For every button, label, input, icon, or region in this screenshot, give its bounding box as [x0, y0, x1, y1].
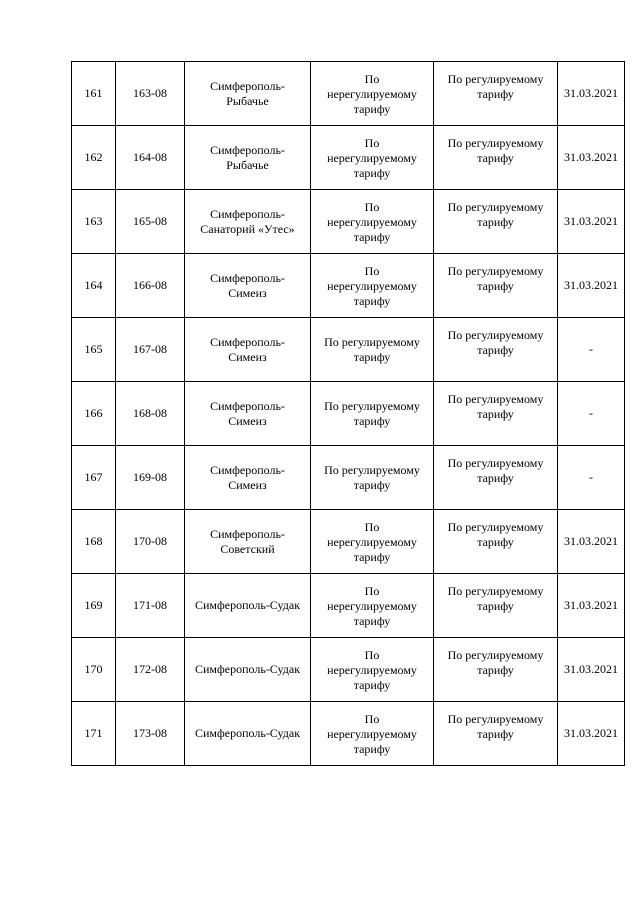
new-tariff-cell-line: тарифу: [477, 87, 514, 101]
table-row: [72, 126, 625, 190]
tariff-type-cell-line: По: [364, 520, 380, 534]
new-tariff-cell-line: тарифу: [477, 279, 514, 293]
route-name-cell-line: Симферополь-Судак: [194, 726, 301, 740]
tariff-type-cell: [311, 702, 434, 766]
new-tariff-cell-line: тарифу: [477, 471, 514, 485]
route-name-cell-line: Санаторий «Утес»: [200, 221, 295, 236]
row-number-cell: 169: [72, 574, 116, 638]
route-name-cell-line: Симферополь-: [210, 398, 285, 413]
tariff-type-cell-line: тарифу: [353, 294, 391, 308]
route-code-cell: 170-08: [116, 510, 185, 574]
tariff-type-cell-line: тарифу: [353, 349, 391, 364]
route-name-cell-line: Симферополь-Судак: [194, 662, 301, 676]
new-tariff-cell-line: По регулируемому: [447, 648, 544, 662]
new-tariff-cell: [434, 510, 558, 574]
date-cell: 31.03.2021: [558, 126, 625, 190]
tariff-type-cell-line: По: [364, 584, 380, 598]
route-name-cell-line: Симеиз: [228, 477, 267, 492]
route-code-cell: 168-08: [116, 382, 185, 446]
table-row: [72, 574, 625, 638]
new-tariff-cell-line: тарифу: [477, 727, 514, 741]
tariff-type-cell-line: нерегулируемому: [327, 727, 417, 741]
route-name-cell: [185, 254, 311, 318]
date-cell: -: [558, 446, 625, 510]
route-code-cell: 164-08: [116, 126, 185, 190]
tariff-type-cell: [311, 446, 434, 510]
tariff-type-cell-line: По: [364, 72, 380, 86]
date-cell: 31.03.2021: [558, 574, 625, 638]
route-name-cell: [185, 702, 311, 766]
route-code-cell: 169-08: [116, 446, 185, 510]
row-number-cell: 166: [72, 382, 116, 446]
new-tariff-cell-line: По регулируемому: [447, 200, 544, 214]
table-row: [72, 318, 625, 382]
route-name-cell-line: Рыбачье: [226, 157, 269, 172]
tariff-type-cell-line: По регулируемому: [324, 334, 420, 349]
tariff-type-cell-line: тарифу: [353, 166, 391, 180]
tariff-type-cell-line: По: [364, 264, 380, 278]
row-number-cell: 162: [72, 126, 116, 190]
route-name-cell: [185, 62, 311, 126]
new-tariff-cell-line: тарифу: [477, 535, 514, 549]
date-cell: -: [558, 318, 625, 382]
route-name-cell-line: Симеиз: [228, 413, 267, 428]
tariff-type-cell-line: нерегулируемому: [327, 215, 417, 229]
tariff-type-cell-line: нерегулируемому: [327, 599, 417, 613]
table-row: [72, 446, 625, 510]
tariff-type-cell: [311, 574, 434, 638]
date-cell: 31.03.2021: [558, 702, 625, 766]
row-number-cell: 167: [72, 446, 116, 510]
tariff-type-cell-line: По регулируемому: [324, 398, 420, 413]
table-row: [72, 190, 625, 254]
tariff-type-cell-line: нерегулируемому: [327, 663, 417, 677]
date-cell: -: [558, 382, 625, 446]
new-tariff-cell-line: По регулируемому: [447, 520, 544, 534]
tariff-type-cell-line: тарифу: [353, 230, 391, 244]
route-name-cell: [185, 574, 311, 638]
tariff-type-cell: [311, 254, 434, 318]
new-tariff-cell-line: тарифу: [477, 599, 514, 613]
date-cell: 31.03.2021: [558, 190, 625, 254]
route-name-cell-line: Симферополь-: [210, 206, 285, 221]
tariff-type-cell-line: нерегулируемому: [327, 279, 417, 293]
new-tariff-cell: [434, 446, 558, 510]
route-name-cell-line: Симферополь-Судак: [194, 598, 301, 612]
date-cell: 31.03.2021: [558, 638, 625, 702]
tariff-type-cell-line: тарифу: [353, 742, 391, 756]
row-number-cell: 165: [72, 318, 116, 382]
tariff-type-cell-line: По: [364, 200, 380, 214]
route-name-cell-line: Рыбачье: [226, 93, 269, 108]
tariff-type-cell-line: По: [364, 648, 380, 662]
new-tariff-cell: [434, 702, 558, 766]
new-tariff-cell: [434, 638, 558, 702]
tariff-type-cell-line: нерегулируемому: [327, 87, 417, 101]
tariff-type-cell: [311, 510, 434, 574]
new-tariff-cell-line: По регулируемому: [447, 712, 544, 726]
route-name-cell-line: Симферополь-: [210, 270, 285, 285]
route-name-cell: [185, 318, 311, 382]
table-row: [72, 254, 625, 318]
route-name-cell-line: Советский: [220, 541, 275, 556]
tariff-type-cell-line: нерегулируемому: [327, 151, 417, 165]
route-name-cell-line: Симферополь-: [210, 462, 285, 477]
new-tariff-cell: [434, 382, 558, 446]
new-tariff-cell-line: тарифу: [477, 151, 514, 165]
date-cell: 31.03.2021: [558, 510, 625, 574]
tariff-type-cell-line: тарифу: [353, 550, 391, 564]
route-name-cell-line: Симеиз: [228, 349, 267, 364]
table-row: [72, 638, 625, 702]
tariff-type-cell-line: По: [364, 712, 380, 726]
route-name-cell: [185, 190, 311, 254]
route-name-cell: [185, 382, 311, 446]
route-code-cell: 172-08: [116, 638, 185, 702]
new-tariff-cell-line: По регулируемому: [447, 72, 544, 86]
tariff-type-cell: [311, 190, 434, 254]
new-tariff-cell-line: По регулируемому: [447, 584, 544, 598]
route-name-cell-line: Симферополь-: [210, 526, 285, 541]
route-name-cell: [185, 126, 311, 190]
new-tariff-cell-line: По регулируемому: [447, 136, 544, 150]
row-number-cell: 163: [72, 190, 116, 254]
row-number-cell: 164: [72, 254, 116, 318]
tariff-type-cell: [311, 638, 434, 702]
new-tariff-cell: [434, 254, 558, 318]
tariff-type-cell-line: нерегулируемому: [327, 535, 417, 549]
new-tariff-cell: [434, 126, 558, 190]
route-name-cell-line: Симферополь-: [210, 334, 285, 349]
new-tariff-cell: [434, 190, 558, 254]
new-tariff-cell: [434, 62, 558, 126]
new-tariff-cell: [434, 318, 558, 382]
routes-table-body: [72, 62, 625, 766]
route-name-cell-line: Симферополь-: [210, 78, 285, 93]
row-number-cell: 171: [72, 702, 116, 766]
tariff-type-cell: [311, 62, 434, 126]
tariff-type-cell-line: тарифу: [353, 102, 391, 116]
new-tariff-cell-line: тарифу: [477, 215, 514, 229]
route-code-cell: 166-08: [116, 254, 185, 318]
tariff-type-cell-line: По: [364, 136, 380, 150]
tariff-type-cell-line: тарифу: [353, 678, 391, 692]
route-code-cell: 163-08: [116, 62, 185, 126]
route-name-cell-line: Симеиз: [228, 285, 267, 300]
row-number-cell: 170: [72, 638, 116, 702]
route-name-cell: [185, 510, 311, 574]
route-code-cell: 167-08: [116, 318, 185, 382]
table-row: [72, 510, 625, 574]
tariff-type-cell: [311, 318, 434, 382]
new-tariff-cell-line: тарифу: [477, 407, 514, 421]
tariff-type-cell-line: тарифу: [353, 477, 391, 492]
new-tariff-cell-line: тарифу: [477, 343, 514, 357]
tariff-type-cell-line: тарифу: [353, 614, 391, 628]
date-cell: 31.03.2021: [558, 62, 625, 126]
new-tariff-cell-line: По регулируемому: [447, 264, 544, 278]
route-name-cell: [185, 638, 311, 702]
route-code-cell: 165-08: [116, 190, 185, 254]
new-tariff-cell: [434, 574, 558, 638]
tariff-type-cell-line: тарифу: [353, 413, 391, 428]
tariff-type-cell: [311, 382, 434, 446]
route-name-cell-line: Симферополь-: [210, 142, 285, 157]
tariff-type-cell-line: По регулируемому: [324, 462, 420, 477]
new-tariff-cell-line: По регулируемому: [447, 456, 544, 470]
tariff-type-cell: [311, 126, 434, 190]
routes-table: [71, 61, 625, 766]
table-row: [72, 62, 625, 126]
route-code-cell: 171-08: [116, 574, 185, 638]
date-cell: 31.03.2021: [558, 254, 625, 318]
route-code-cell: 173-08: [116, 702, 185, 766]
new-tariff-cell-line: По регулируемому: [447, 328, 544, 342]
row-number-cell: 168: [72, 510, 116, 574]
new-tariff-cell-line: тарифу: [477, 663, 514, 677]
new-tariff-cell-line: По регулируемому: [447, 392, 544, 406]
table-row: [72, 382, 625, 446]
row-number-cell: 161: [72, 62, 116, 126]
table-row: [72, 702, 625, 766]
route-name-cell: [185, 446, 311, 510]
